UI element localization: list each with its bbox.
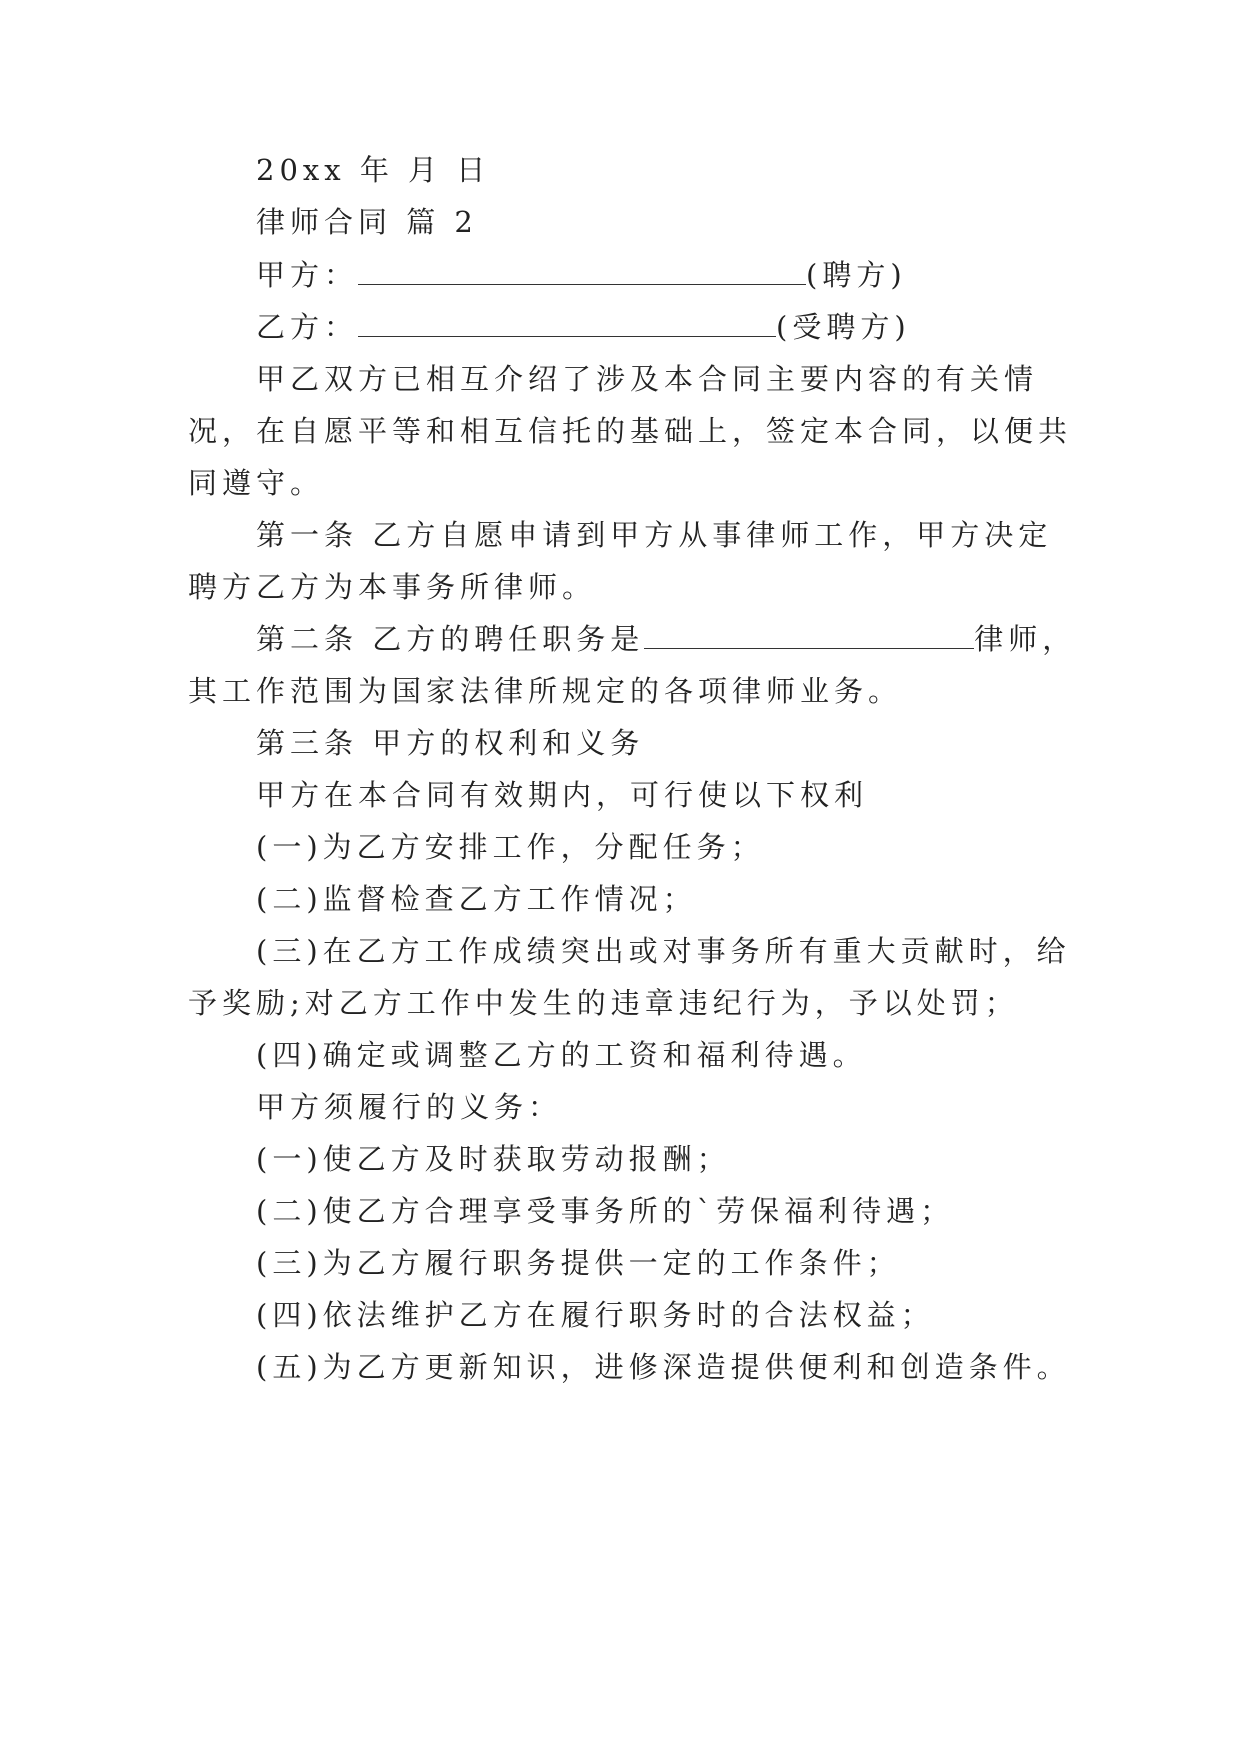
right-item: (四)确定或调整乙方的工资和福利待遇。 xyxy=(256,1038,867,1072)
party-b-blank xyxy=(358,309,776,337)
duty-item: (五)为乙方更新知识，进修深造提供便利和创造条件。 xyxy=(256,1350,1071,1384)
article-2-line xyxy=(256,619,1076,659)
duty-item: (四)依法维护乙方在履行职务时的合法权益； xyxy=(256,1298,935,1332)
intro-paragraph-line: 同遵守。 xyxy=(188,466,325,500)
right-item: (二)监督检查乙方工作情况； xyxy=(256,882,697,916)
party-a-role: (聘方) xyxy=(806,258,907,292)
intro-paragraph-line: 况，在自愿平等和相互信托的基础上，签定本合同，以便共 xyxy=(188,414,1073,448)
section-title: 律师合同 篇 2 xyxy=(256,205,478,239)
party-b-line xyxy=(256,307,911,347)
date-line: 20xx 年 月 日 xyxy=(256,153,491,187)
article-2-suffix: 律师， xyxy=(974,622,1077,656)
position-blank xyxy=(644,621,974,649)
party-a-line xyxy=(256,255,907,295)
article-3-title: 第三条 甲方的权利和义务 xyxy=(256,726,645,760)
party-a-label: 甲方： xyxy=(256,258,359,292)
rights-heading: 甲方在本合同有效期内，可行使以下权利 xyxy=(256,778,869,812)
article-2-line: 其工作范围为国家法律所规定的各项律师业务。 xyxy=(188,674,903,708)
right-item-continued: 予奖励;对乙方工作中发生的违章违纪行为，予以处罚； xyxy=(188,986,1019,1020)
right-item: (三)在乙方工作成绩突出或对事务所有重大贡献时，给 xyxy=(256,934,1071,968)
party-b-label: 乙方： xyxy=(256,310,359,344)
duties-heading: 甲方须履行的义务： xyxy=(256,1090,563,1124)
article-2-prefix: 第二条 乙方的聘任职务是 xyxy=(256,622,645,656)
party-b-role: (受聘方) xyxy=(776,310,911,344)
intro-paragraph-line: 甲乙双方已相互介绍了涉及本合同主要内容的有关情 xyxy=(256,362,1039,396)
duty-item: (三)为乙方履行职务提供一定的工作条件； xyxy=(256,1246,901,1280)
duty-item: (二)使乙方合理享受事务所的`劳保福利待遇； xyxy=(256,1194,955,1228)
right-item: (一)为乙方安排工作，分配任务； xyxy=(256,830,765,864)
duty-item: (一)使乙方及时获取劳动报酬； xyxy=(256,1142,731,1176)
article-1-line: 聘方乙方为本事务所律师。 xyxy=(188,570,597,604)
article-1-line: 第一条 乙方自愿申请到甲方从事律师工作，甲方决定 xyxy=(256,518,1053,552)
party-a-blank xyxy=(358,257,806,285)
